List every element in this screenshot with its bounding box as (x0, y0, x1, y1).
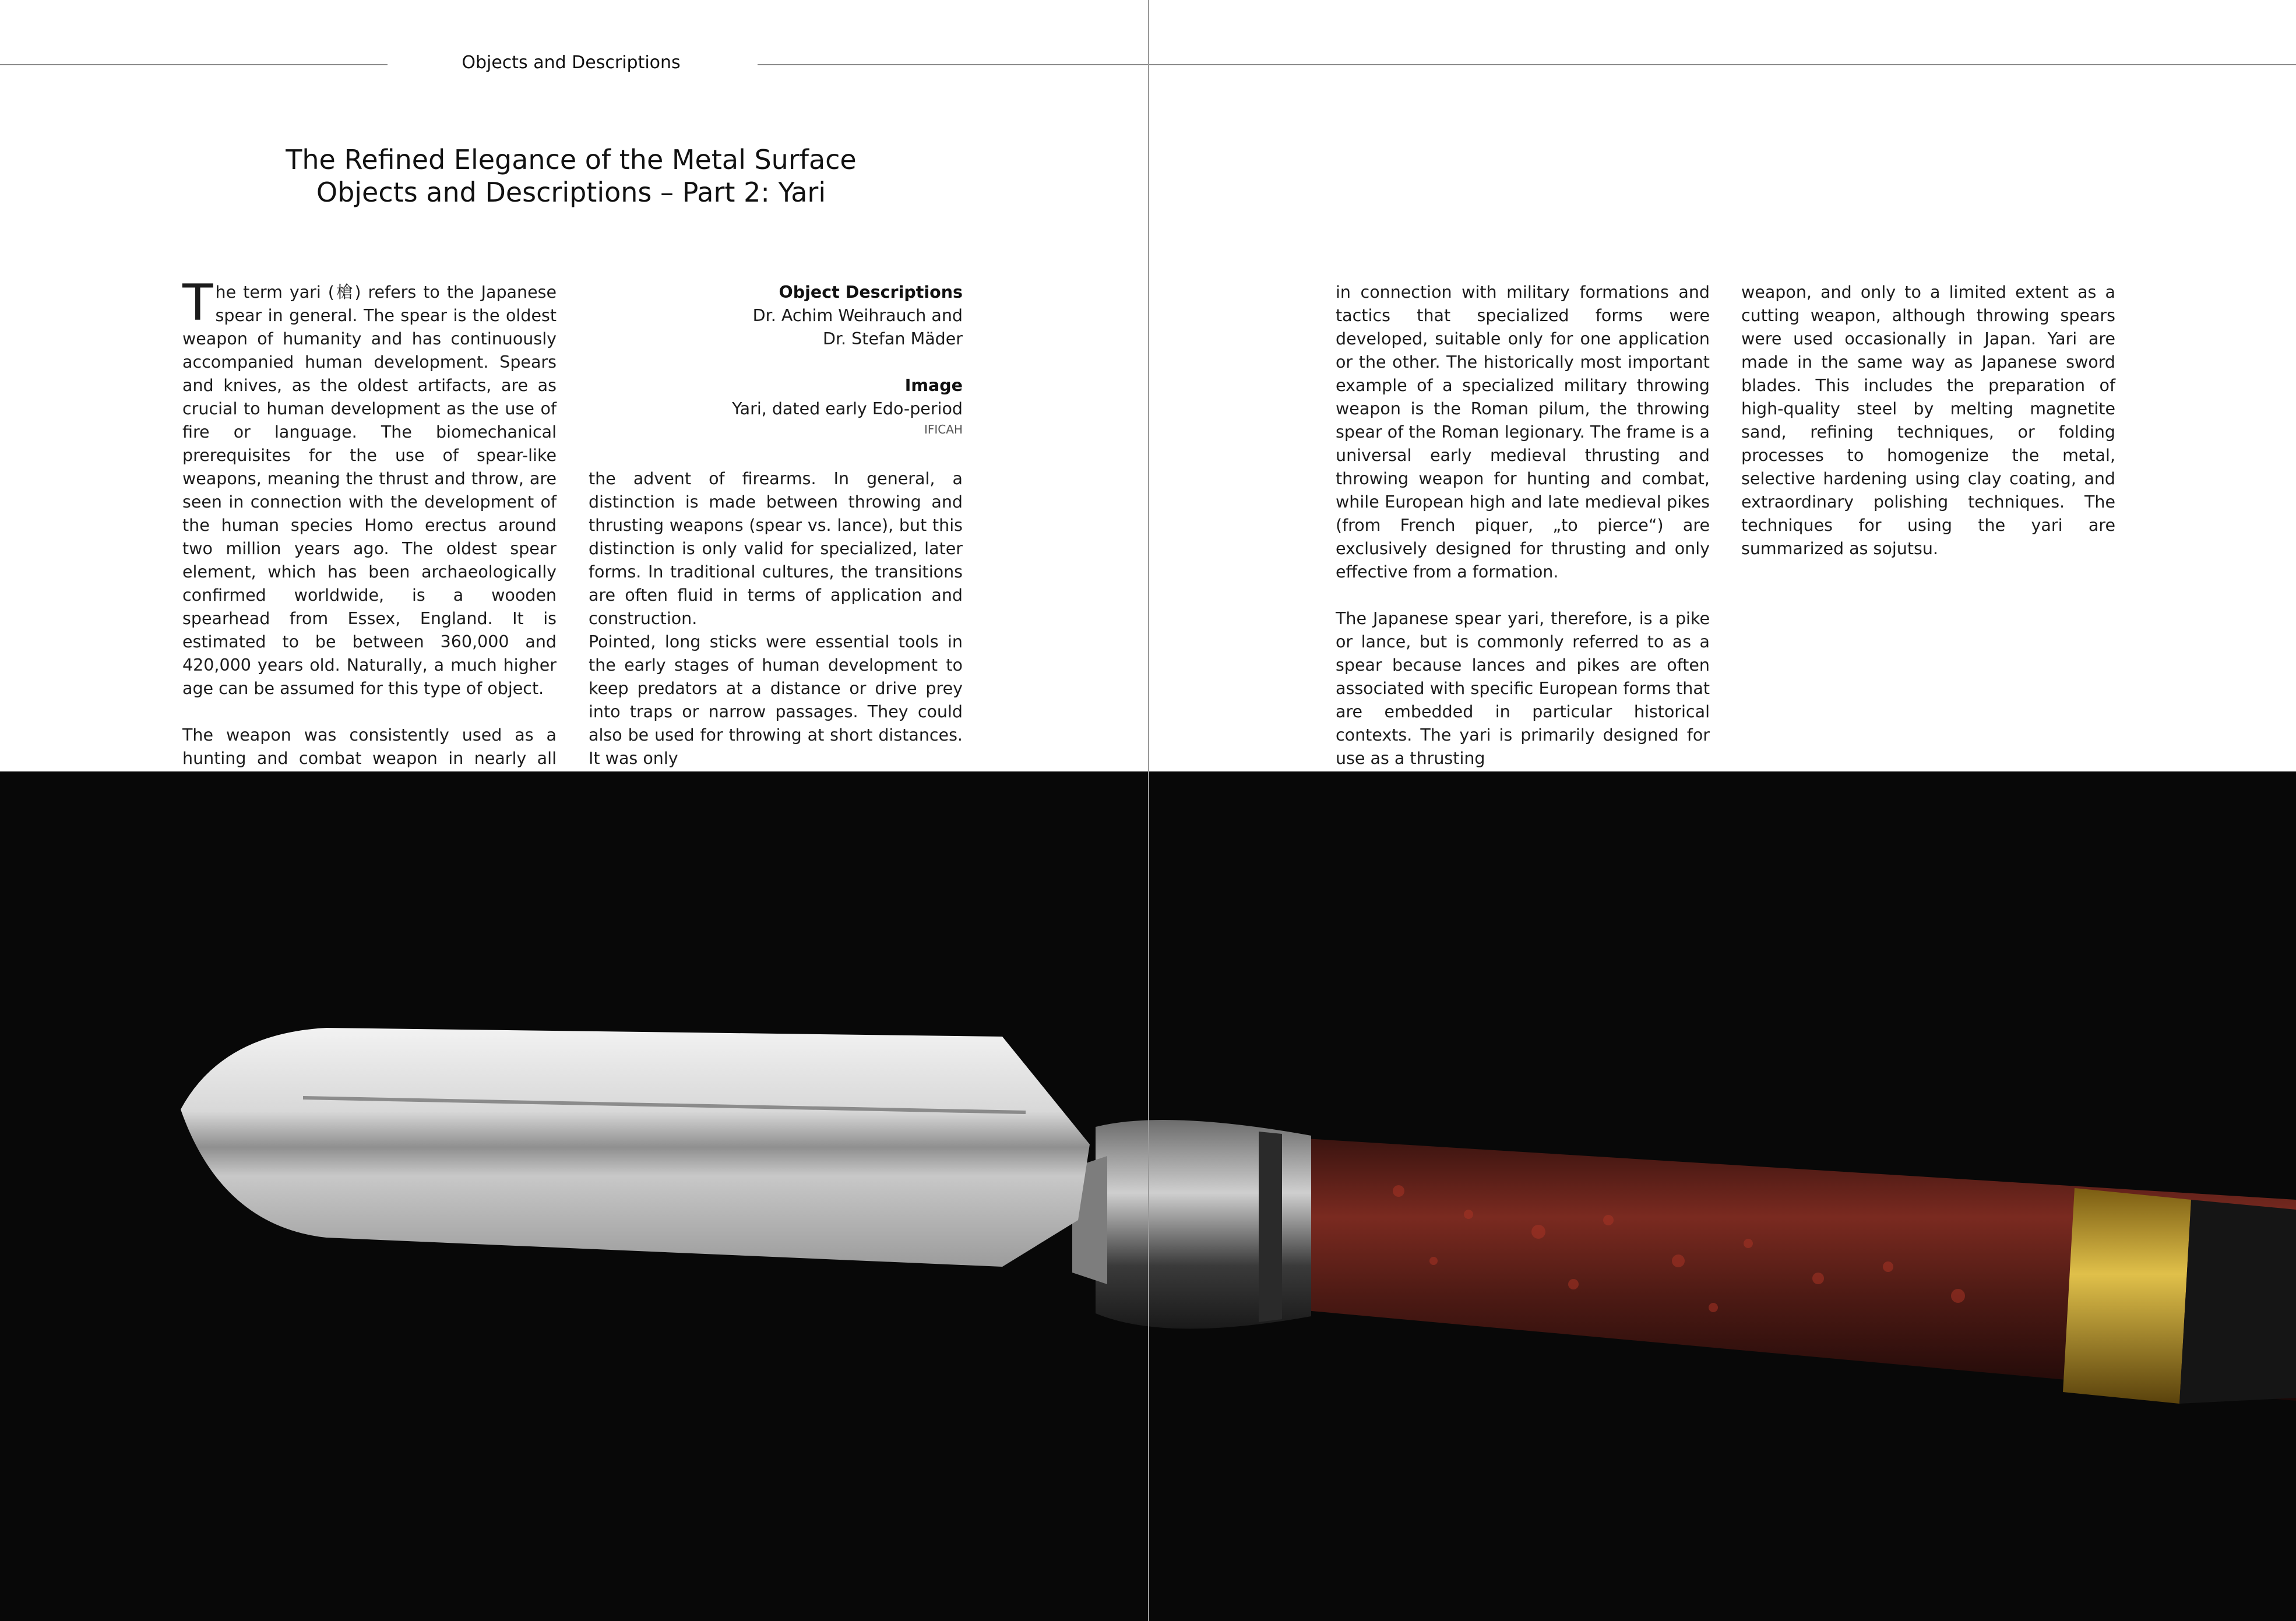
paragraph: Pointed, long sticks were essential tools in the early stages of human development to keep predators at a distance or drive prey into traps or narrow passages. They could also be used for throwing at short distances. It was only (589, 632, 963, 768)
drop-cap: T (182, 274, 213, 332)
text-column-4 (1741, 281, 2115, 561)
paragraph-text: he term yari (槍) refers to the Japanese spear in general. The spear is the oldest weapon of humanity and has continuously accompanied human development. Spears and knives, as the oldest artifacts, are as crucial to human development as the use of fire or language. The biomechanical prerequisites for the use of spear-like weapons, meaning the thrust and throw, are seen in connection with the development of the human species Homo erectus around two million years ago. The oldest spear element, which has been archaeologically confirmed worldwide, is a wooden spearhead from Essex, England. It is estimated to be between 360,000 and 420,000 years old. Naturally, a much higher age can be assumed for this type of object. (182, 283, 557, 698)
spear-blade (181, 1028, 1090, 1267)
article-title-line1: The Refined Elegance of the Metal Surface (286, 144, 857, 175)
meta-image-heading: Image (904, 376, 963, 395)
paragraph: the advent of firearms. In general, a distinction is made between throwing and thrusting weapons (spear vs. lance), but this distinction is only valid for specialized, later forms. In traditional cultures, the transitions are often fluid in terms of application and construction. (589, 469, 963, 628)
article-title-line2: Objects and Descriptions – Part 2: Yari (316, 177, 826, 208)
meta-image-caption: Yari, dated early Edo-period (732, 399, 963, 418)
paragraph: weapon, and only to a limited extent as a cutting weapon, although throwing spears were used occasionally in Japan. Yari are made in the same way as Japanese sword blades. This includes the preparation of high-quality steel by melting magnetite sand, refining techniques, or folding processes to homogenize the metal, selective hardening using clay coating, and extraordinary polishing techniques. The techniques for using the yari are summarized as sojutsu. (1741, 283, 2115, 558)
gold-band (2063, 1188, 2191, 1404)
meta-authors-line2: Dr. Stefan Mäder (823, 329, 963, 348)
text-column-3 (1336, 281, 1710, 770)
page-fold (1148, 0, 1149, 1621)
meta-authors-line1: Dr. Achim Weihrauch and (752, 306, 963, 325)
paragraph: in connection with military formations and tactics that specialized forms were developed, suitable only for one application or the other. The historically most important example of a specialized military throwing weapon is the Roman pilum, the throwing spear of the Roman legionary. The frame is a universal early medieval thrusting and throwing weapon for hunting and combat, while European high and late medieval pikes (from French piquer, „to pierce“) are exclusively designed for thrusting and only effective from a formation. (1336, 283, 1710, 582)
shaft-end-cap (2179, 1200, 2296, 1404)
meta-spacer (589, 351, 963, 374)
collar-ring (1259, 1132, 1282, 1322)
text-column-1 (182, 274, 557, 794)
text-column-2 (589, 467, 963, 770)
paragraph: The weapon was consistently used as a hunting and combat weapon in nearly all (182, 725, 557, 768)
running-head: Objects and Descriptions (462, 52, 681, 73)
meta-heading: Object Descriptions (779, 283, 963, 302)
paragraph (182, 274, 557, 700)
article-title (221, 143, 921, 209)
meta-image-credit: IFICAH (924, 422, 963, 436)
header-rule-left (0, 64, 388, 65)
header-rule-right (758, 64, 2296, 65)
paragraph: The Japanese spear yari, therefore, is a pike or lance, but is commonly referred to as a spear because lances and pikes are often associated with specific European forms that are embedded in particular historical contexts. The yari is primarily designed for use as a thrusting (1336, 609, 1710, 768)
object-description-meta (589, 281, 963, 438)
